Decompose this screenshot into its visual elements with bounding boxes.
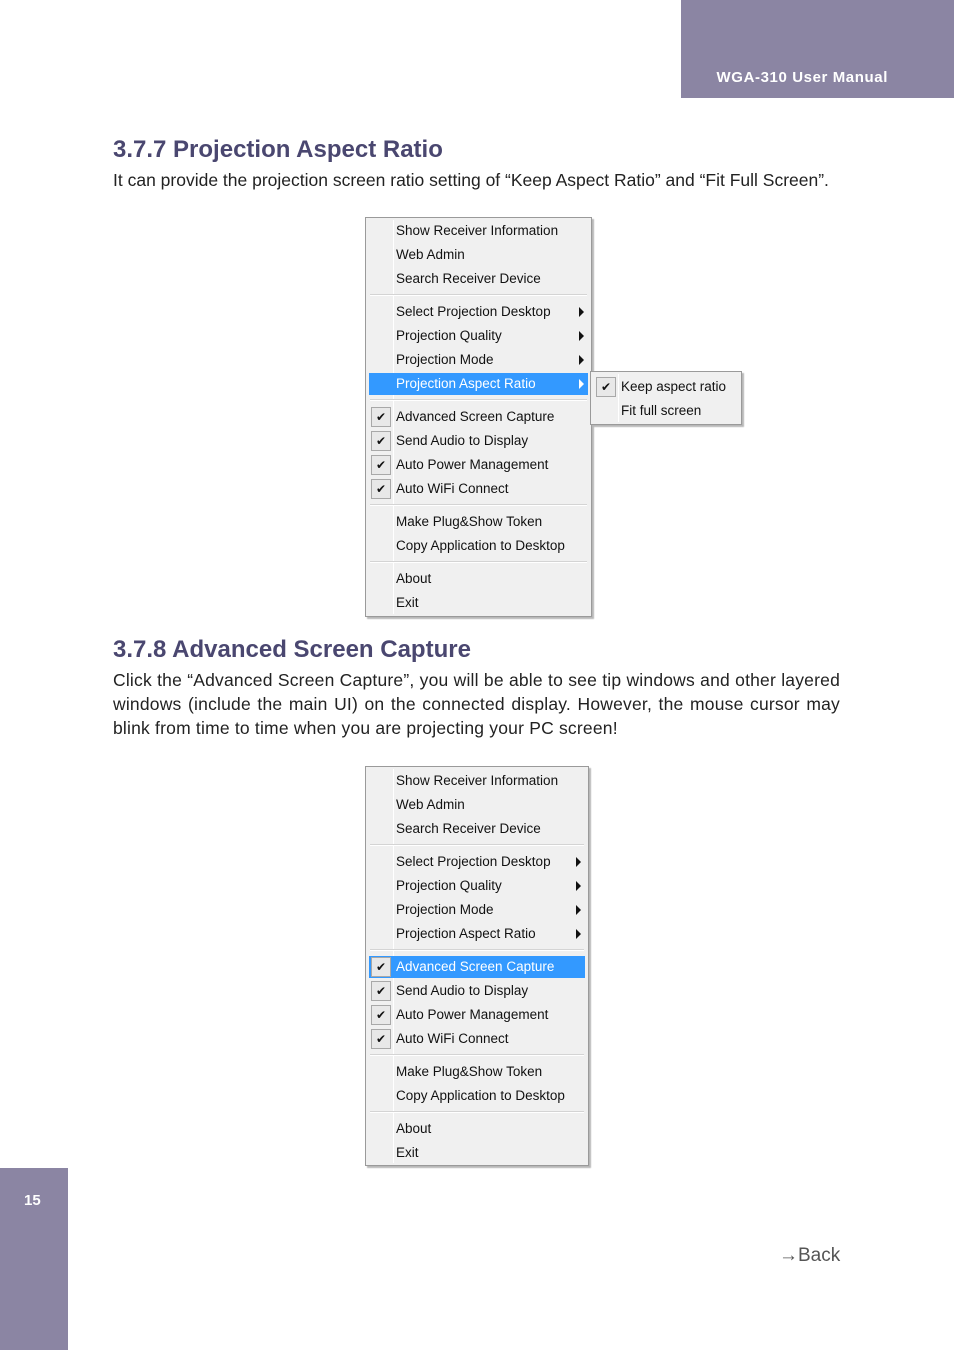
menu-item-auto-power-management[interactable]: ✔ Auto Power Management (369, 454, 588, 476)
menu-separator (370, 294, 587, 296)
menu-item-select-projection-desktop[interactable]: Select Projection Desktop (369, 301, 588, 323)
menu-separator (370, 1054, 584, 1056)
context-menu-2 (365, 766, 589, 1166)
chevron-right-icon (579, 331, 584, 341)
page-number-strip (0, 1168, 68, 1350)
chevron-right-icon (579, 379, 584, 389)
menu-item-show-receiver-information[interactable]: Show Receiver Information (396, 223, 559, 238)
menu-item-web-admin[interactable]: Web Admin (396, 797, 465, 812)
chevron-right-icon (576, 905, 581, 915)
menu-separator (370, 949, 584, 951)
section-title-aspect-ratio: 3.7.7 Projection Aspect Ratio (113, 136, 443, 163)
checkmark-icon: ✔ (371, 981, 391, 1001)
checkmark-icon: ✔ (371, 1005, 391, 1025)
checkmark-icon: ✔ (596, 377, 616, 397)
submenu-aspect-ratio (590, 371, 742, 425)
context-menu-1 (365, 217, 592, 617)
checkmark-icon: ✔ (371, 957, 391, 977)
checkmark-icon: ✔ (371, 479, 391, 499)
menu-item-advanced-screen-capture[interactable]: ✔ Advanced Screen Capture (369, 406, 588, 428)
menu-item-projection-aspect-ratio[interactable]: Projection Aspect Ratio (369, 923, 585, 945)
menu-item-make-plug-show-token[interactable]: Make Plug&Show Token (396, 514, 543, 529)
checkmark-icon: ✔ (371, 407, 391, 427)
menu-item-auto-power-management[interactable]: ✔ Auto Power Management (369, 1004, 585, 1026)
menu-item-exit[interactable]: Exit (396, 1145, 419, 1160)
menu-separator (370, 399, 587, 401)
menu-item-projection-quality[interactable]: Projection Quality (369, 875, 585, 897)
section-title-advanced-capture: 3.7.8 Advanced Screen Capture (113, 636, 471, 663)
manual-title: WGA-310 User Manual (716, 69, 888, 86)
menu-separator (370, 561, 587, 563)
chevron-right-icon (579, 355, 584, 365)
checkmark-icon: ✔ (371, 455, 391, 475)
submenu-item-fit-full-screen[interactable]: Fit full screen (621, 403, 702, 418)
menu-item-copy-application-to-desktop[interactable]: Copy Application to Desktop (396, 538, 565, 553)
menu-item-projection-quality[interactable]: Projection Quality (369, 325, 588, 347)
menu-item-advanced-screen-capture[interactable]: ✔ Advanced Screen Capture (369, 956, 585, 978)
page-number: 15 (24, 1192, 41, 1209)
section-body-aspect-ratio: It can provide the projection screen ratio setting of “Keep Aspect Ratio” and “Fit Full Screen”. (113, 170, 829, 190)
menu-item-send-audio-to-display[interactable]: ✔ Send Audio to Display (369, 980, 585, 1002)
menu-item-select-projection-desktop[interactable]: Select Projection Desktop (369, 851, 585, 873)
checkmark-icon: ✔ (371, 1029, 391, 1049)
header-tab (681, 0, 954, 98)
menu-item-auto-wifi-connect[interactable]: ✔ Auto WiFi Connect (369, 1028, 585, 1050)
menu-item-auto-wifi-connect[interactable]: ✔ Auto WiFi Connect (369, 478, 588, 500)
chevron-right-icon (576, 881, 581, 891)
back-link[interactable]: →Back (779, 1245, 841, 1266)
section-body-advanced-capture: Click the “Advanced Screen Capture”, you will be able to see tip windows and other layered windows (include the main UI) on the connected display. However, the mouse cursor may blink from time to time when you are projecting your PC screen! (113, 670, 840, 738)
menu-separator (370, 1111, 584, 1113)
chevron-right-icon (579, 307, 584, 317)
menu-separator (370, 504, 587, 506)
submenu-item-keep-aspect-ratio[interactable]: ✔ Keep aspect ratio (594, 376, 738, 398)
menu-item-projection-mode[interactable]: Projection Mode (369, 899, 585, 921)
menu-item-about[interactable]: About (396, 1121, 432, 1136)
menu-item-show-receiver-information[interactable]: Show Receiver Information (396, 773, 559, 788)
menu-item-send-audio-to-display[interactable]: ✔ Send Audio to Display (369, 430, 588, 452)
menu-item-projection-aspect-ratio[interactable]: Projection Aspect Ratio (369, 373, 588, 395)
menu-item-search-receiver-device[interactable]: Search Receiver Device (396, 821, 541, 836)
checkmark-icon: ✔ (371, 431, 391, 451)
menu-item-web-admin[interactable]: Web Admin (396, 247, 465, 262)
menu-item-about[interactable]: About (396, 571, 432, 586)
chevron-right-icon (576, 857, 581, 867)
menu-item-copy-application-to-desktop[interactable]: Copy Application to Desktop (396, 1088, 565, 1103)
chevron-right-icon (576, 929, 581, 939)
menu-separator (370, 844, 584, 846)
menu-item-projection-mode[interactable]: Projection Mode (369, 349, 588, 371)
menu-item-make-plug-show-token[interactable]: Make Plug&Show Token (396, 1064, 543, 1079)
menu-item-search-receiver-device[interactable]: Search Receiver Device (396, 271, 541, 286)
menu-item-exit[interactable]: Exit (396, 595, 419, 610)
